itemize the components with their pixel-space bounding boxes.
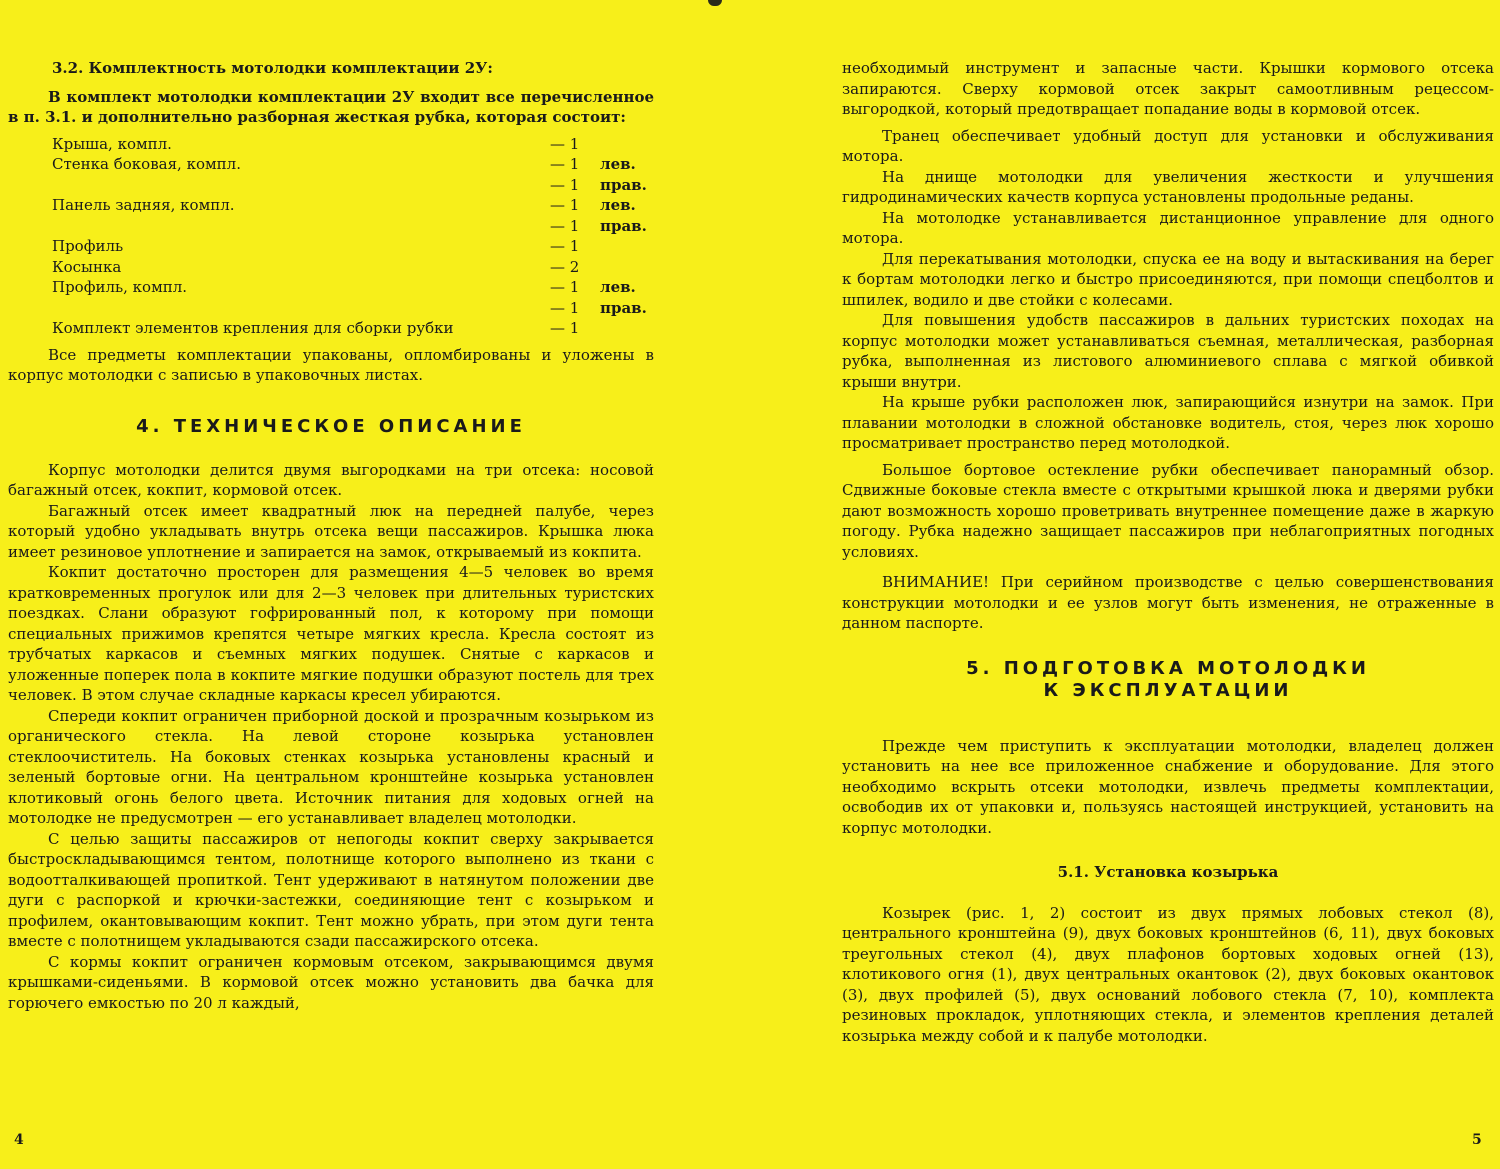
warning-note: ВНИМАНИЕ! При серийном производстве с целью совершенствования конструкции мотолодки и ее узлов могут быть изменения, не отраженные в данном паспорте. — [842, 573, 1494, 632]
paragraph: Для перекатывания мотолодки, спуска ее на воду и вытаскивания на берег к бортам мотолодки легко и быстро присоединяются, при помощи спецболтов и шпилек, водило и две стойки с колесами. — [842, 249, 1494, 309]
kit-row — [52, 195, 648, 216]
kit-side: прав. — [600, 175, 647, 194]
kit-name — [52, 216, 550, 237]
paragraph: Транец обеспечивает удобный доступ для установки и обслуживания мотора. — [842, 126, 1494, 165]
left-page — [8, 58, 654, 1013]
paragraph: Большое бортовое остекление рубки обеспечивает панорамный обзор. Сдвижные боковые стекла вместе с открытыми крышкой люка и дверями рубки дают возможность хорошо проветривать внутреннее помещение даже в жаркую погоду. Рубка надежно защищает пассажиров при неблагоприятных погодных условиях. — [842, 460, 1494, 561]
paragraph: На мотолодке устанавливается дистанционное управление для одного мотора. — [842, 208, 1494, 247]
kit-qty: — 1 — [550, 175, 580, 194]
kit-row — [52, 257, 648, 278]
kit-name: Стенка боковая, компл. — [52, 155, 241, 173]
right-page — [842, 58, 1494, 1046]
scan-artifact — [708, 0, 722, 6]
visor-paragraph: Козырек (рис. 1, 2) состоит из двух прямых лобовых стекол (8), центрального кронштейна (9), двух боковых кронштейнов (6, 11), двух боковых треугольных стекол (4), двух плафонов бортовых ходовых огней (13), клотикового огня (1), двух центральных окантовок (2), двух боковых окантовок (3), двух профилей (5), двух оснований лобового стекла (7, 10), комплекта резиновых прокладок, уплотняющих стекла, и элементов крепления деталей козырька между собой и к палубе мотолодки. — [842, 903, 1494, 1045]
kit-qty: — 1 — [550, 298, 580, 317]
paragraph: Кокпит достаточно просторен для размещения 4—5 человек во время кратковременных прогулок или для 2—3 человек при длительных туристских поездках. Слани образуют гофрированный пол, к которому при помощи специальных прижимов крепятся четыре мягких кресла. Кресла состоят из трубчатых каркасов и съемных мягких подушек. Снятые с каркасов и уложенные поперек пола в кокпите мягкие подушки образуют постель для трех человек. В этом случае складные каркасы кресел убираются. — [8, 563, 654, 704]
kit-name: Профиль, компл. — [52, 278, 188, 296]
kit-row — [52, 236, 648, 257]
paragraph: необходимый инструмент и запасные части. Крышки кормового отсека запираются. Сверху кормовой отсек закрыт самоотливным рецессом-выгородкой, который предотвращает попадание воды в кормовой отсек. — [842, 59, 1494, 118]
kit-qty: — 1 — [550, 278, 580, 296]
kit-row — [52, 154, 648, 175]
page-number-right: 5 — [1472, 1132, 1482, 1148]
packing-note: Все предметы комплектации упакованы, опломбированы и уложены в корпус мотолодки с записью в упаковочных листах. — [8, 345, 654, 384]
kit-side — [600, 134, 648, 155]
paragraph: С кормы кокпит ограничен кормовым отсеком, закрывающимся двумя крышками-сиденьями. В кормовой отсек можно установить два бачка для горючего емкостью по 20 л каждый, — [8, 952, 654, 1012]
kit-name: Панель задняя, компл. — [52, 196, 235, 214]
kit-qty: — 1 — [550, 155, 580, 173]
kit-side: лев. — [600, 278, 636, 296]
kit-side: прав. — [600, 216, 647, 235]
kit-row — [52, 318, 648, 339]
kit-row — [52, 216, 648, 237]
kit-row — [52, 298, 648, 319]
kit-qty: — 1 — [550, 216, 580, 235]
kit-qty: — 1 — [550, 134, 580, 153]
kit-name — [52, 298, 550, 319]
kit-qty: — 2 — [550, 257, 580, 276]
kit-side: лев. — [600, 155, 636, 173]
section-5-title-line2: К ЭКСПЛУАТАЦИИ — [1043, 679, 1293, 701]
paragraph: Для повышения удобств пассажиров в дальних туристских походах на корпус мотолодки может устанавливаться съемная, металлическая, разборная рубка, выполненная из листового алюминиевого сплава с мягкой обивкой крыши внутри. — [842, 311, 1494, 391]
paragraph: На крыше рубки расположен люк, запирающийся изнутри на замок. При плавании мотолодки в сложной обстановке водитель, стоя, через люк хорошо просматривает пространство перед мотолодкой. — [842, 393, 1494, 452]
section-4-title: 4. ТЕХНИЧЕСКОЕ ОПИСАНИЕ — [136, 415, 526, 437]
section-5-title-line1: 5. ПОДГОТОВКА МОТОЛОДКИ — [966, 657, 1370, 679]
kit-list — [52, 134, 648, 339]
paragraph: Корпус мотолодки делится двумя выгородками на три отсека: носовой багажный отсек, кокпит, кормовой отсек. — [8, 460, 654, 499]
kit-row — [52, 277, 648, 298]
kit-row — [52, 175, 648, 196]
kit-intro: В комплект мотолодки комплектации 2У входит все перечисленное в п. 3.1. и дополнительно разборная жесткая рубка, которая состоит: — [8, 87, 654, 126]
kit-name — [52, 175, 550, 196]
kit-row — [52, 134, 648, 155]
paragraph: На днище мотолодки для увеличения жесткости и улучшения гидродинамических качеств корпуса установлены продольные реданы. — [842, 167, 1494, 206]
kit-side: лев. — [600, 196, 636, 214]
paragraph: С целью защиты пассажиров от непогоды кокпит сверху закрывается быстроскладывающимся тентом, полотнище которого выполнено из ткани с водоотталкивающей пропиткой. Тент удерживают в натянутом положении две дуги с распоркой и крючки-застежки, соединяющие тент с козырьком и профилем, окантовывающим кокпит. Тент можно убрать, при этом дуги тента вместе с полотнищем укладываются сзади пассажирского отсека. — [8, 829, 654, 950]
kit-qty: — 1 — [550, 196, 580, 214]
preparation-paragraph: Прежде чем приступить к эксплуатации мотолодки, владелец должен установить на нее все приложенное снабжение и оборудование. Для этого необходимо вскрыть отсеки мотолодки, извлечь предметы комплектации, освободив их от упаковки и, пользуясь настоящей инструкцией, установить на корпус мотолодки. — [842, 736, 1494, 837]
kit-side: прав. — [600, 298, 647, 317]
kit-side — [600, 318, 648, 339]
paragraph: Спереди кокпит ограничен приборной доской и прозрачным козырьком из органического стекла. На левой стороне козырька установлен стеклоочиститель. На боковых стенках козырька установлены красный и зеленый бортовые огни. На центральном кронштейне козырька установлен клотиковый огонь белого цвета. Источник питания для ходовых огней на мотолодке не предусмотрен — его устанавливает владелец мотолодки. — [8, 706, 654, 827]
section-3-2-heading: 3.2. Комплектность мотолодки комплектации 2У: — [52, 59, 493, 77]
page-number-left: 4 — [14, 1132, 24, 1148]
section-5-title — [842, 658, 1494, 702]
paragraph: Багажный отсек имеет квадратный люк на передней палубе, через который удобно укладывать внутрь отсека вещи пассажиров. Крышка люка имеет резиновое уплотнение и запирается на замок, открываемый из кокпита. — [8, 501, 654, 561]
kit-side — [600, 236, 648, 257]
kit-name: Крыша, компл. — [52, 134, 172, 153]
kit-name: Профиль — [52, 237, 124, 255]
subsection-5-1-title: 5.1. Установка козырька — [1057, 863, 1279, 881]
kit-qty: — 1 — [550, 319, 580, 337]
kit-name: Косынка — [52, 257, 122, 276]
kit-qty: — 1 — [550, 237, 580, 255]
kit-name: Комплект элементов крепления для сборки рубки — [52, 319, 454, 337]
kit-side — [600, 257, 648, 278]
